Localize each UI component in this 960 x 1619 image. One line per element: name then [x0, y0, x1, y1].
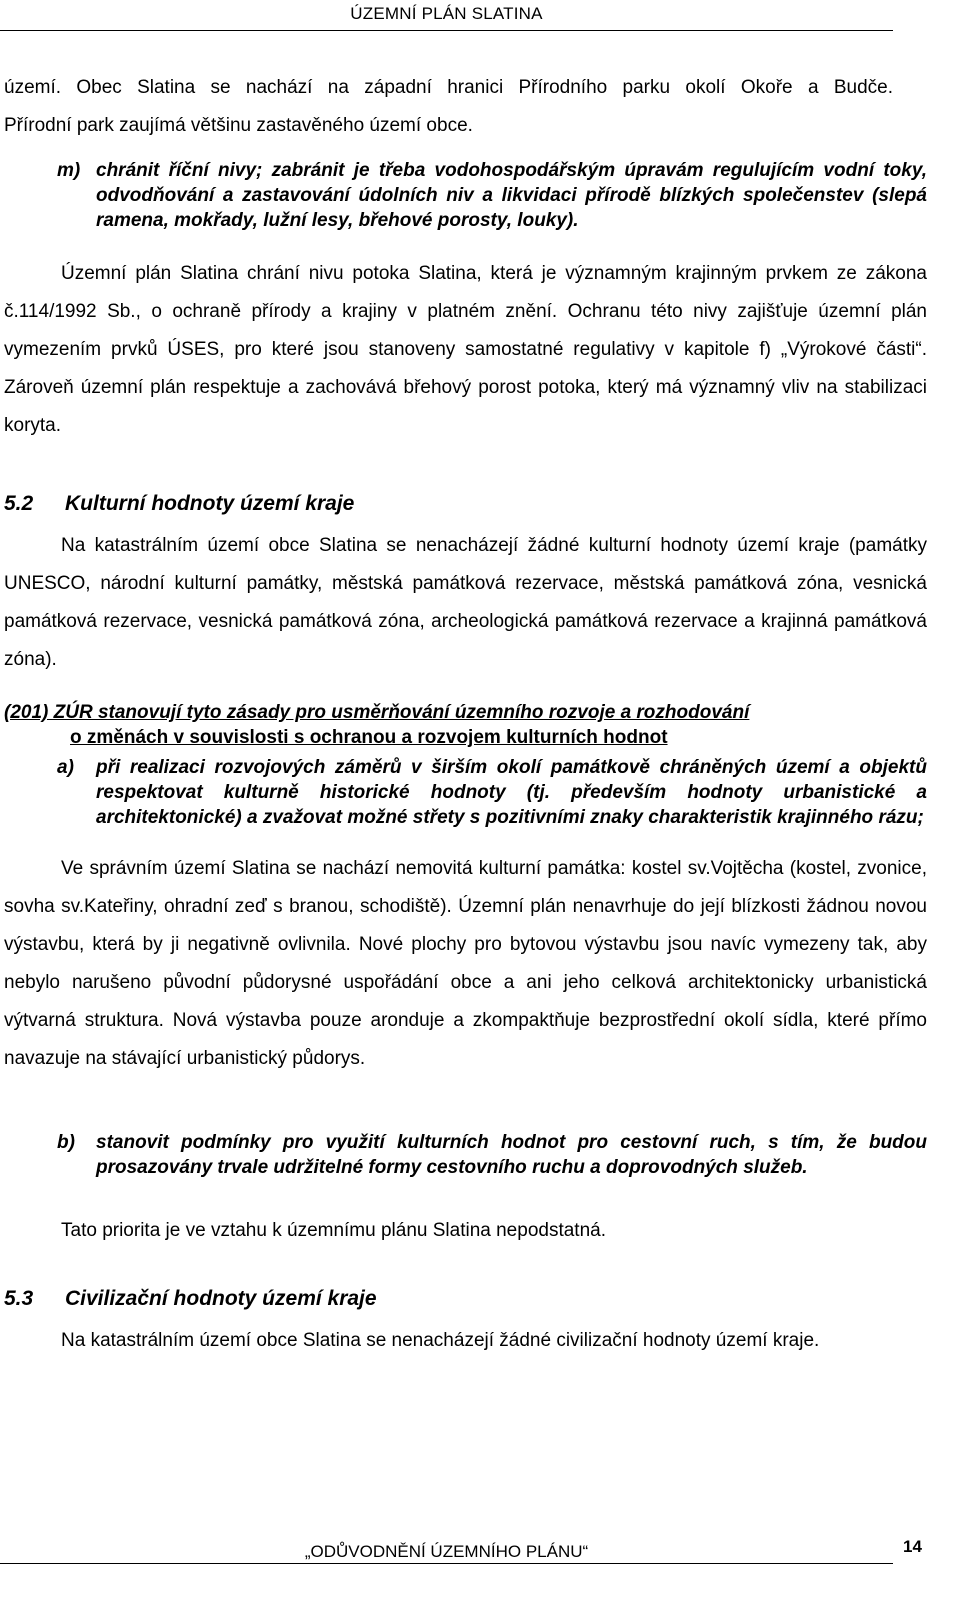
paragraph-priorita: Tato priorita je ve vztahu k územnímu plánu Slatina nepodstatná. — [61, 1220, 606, 1241]
item-b-text: stanovit podmínky pro využití kulturních hodnot pro cestovní ruch, s tím, že budou prosazovány trvale udržitelné formy cestovního ruchu a doprovodných služeb. — [96, 1132, 927, 1178]
item-m-label: m) — [57, 160, 81, 181]
running-footer: „ODŮVODNĚNÍ ÚZEMNÍHO PLÁNU“ — [304, 1542, 589, 1561]
section-heading-5-3 — [4, 1285, 377, 1313]
section-number: 5.3 — [4, 1287, 34, 1310]
section-heading-5-2 — [4, 490, 354, 518]
zur-heading-line-1: (201) ZÚR stanovují tyto zásady pro usměrňování územního rozvoje a rozhodování — [4, 702, 750, 723]
section-title: Civilizační hodnoty území kraje — [65, 1287, 377, 1310]
footer-rule — [0, 1563, 893, 1564]
page-number: 14 — [903, 1537, 922, 1556]
intro-line-2: Přírodní park zaujímá většinu zastavěného území obce. — [4, 115, 473, 136]
paragraph-kulturni-hodnoty: Na katastrálním území obce Slatina se nenacházejí žádné kulturní hodnoty území kraje (památky UNESCO, národní kulturní památky, městská památková rezervace, městská památková zóna, vesnická památková rezervace, vesnická památková zóna, archeologická památková rezervace a krajinná památková zóna). — [4, 535, 927, 670]
zur-heading-line-2: o změnách v souvislosti s ochranou a rozvojem kulturních hodnot — [70, 727, 668, 748]
paragraph-civilizacni-hodnoty: Na katastrálním území obce Slatina se nenacházejí žádné civilizační hodnoty území kraje. — [61, 1330, 820, 1351]
item-a-label: a) — [57, 757, 74, 778]
running-header: ÚZEMNÍ PLÁN SLATINA — [350, 4, 543, 23]
item-b-label: b) — [57, 1132, 75, 1153]
item-m-text: chránit říční nivy; zabránit je třeba vodohospodářským úpravám regulujícím vodní toky, odvodňování a zastavování údolních niv a likvidaci přírodě blízkých společenstev (slepá ramena, mokřady, lužní lesy, břehové porosty, louky). — [96, 160, 927, 231]
paragraph-niva: Územní plán Slatina chrání nivu potoka Slatina, která je významným krajinným prvkem ze zákona č.114/1992 Sb., o ochraně přírody a krajiny v platném znění. Ochranu této nivy zajišťuje územní plán vymezením prvků ÚSES, pro které jsou stanoveny samostatné regulativy v kapitole f) „Výrokové části“. Zároveň územní plán respektuje a zachovává břehový porost potoka, který má významný vliv na stabilizaci koryta. — [4, 263, 927, 436]
header-rule — [0, 30, 893, 31]
item-a-text: při realizaci rozvojových záměrů v širším okolí památkově chráněných území a objektů respektovat kulturně historické hodnoty (tj. především hodnoty urbanistické a architektonické) a zvažovat možné střety s pozitivními znaky charakteristik krajinného rázu; — [96, 757, 927, 828]
paragraph-pamatka: Ve správním území Slatina se nachází nemovitá kulturní památka: kostel sv.Vojtěcha (kostel, zvonice, sovha sv.Kateřiny, ohradní zeď s branou, schodiště). Územní plán nenavrhuje do její blízkosti žádnou novou výstavbu, která by ji negativně ovlivnila. Nové plochy pro bytovou výstavbu jsou navíc vymezeny tak, aby nebylo narušeno původní půdorysné uspořádání obce a ani jeho celková architektonicky urbanistická výtvarná struktura. Nová výstavba pouze aronduje a zkompaktňuje bezprostřední okolí sídla, které přímo navazuje na stávající urbanistický půdorys. — [4, 858, 927, 1069]
intro-line-1: území. Obec Slatina se nachází na západní hranici Přírodního parku okolí Okoře a Budče. — [4, 77, 893, 98]
section-title: Kulturní hodnoty území kraje — [65, 492, 355, 515]
section-number: 5.2 — [4, 492, 34, 515]
